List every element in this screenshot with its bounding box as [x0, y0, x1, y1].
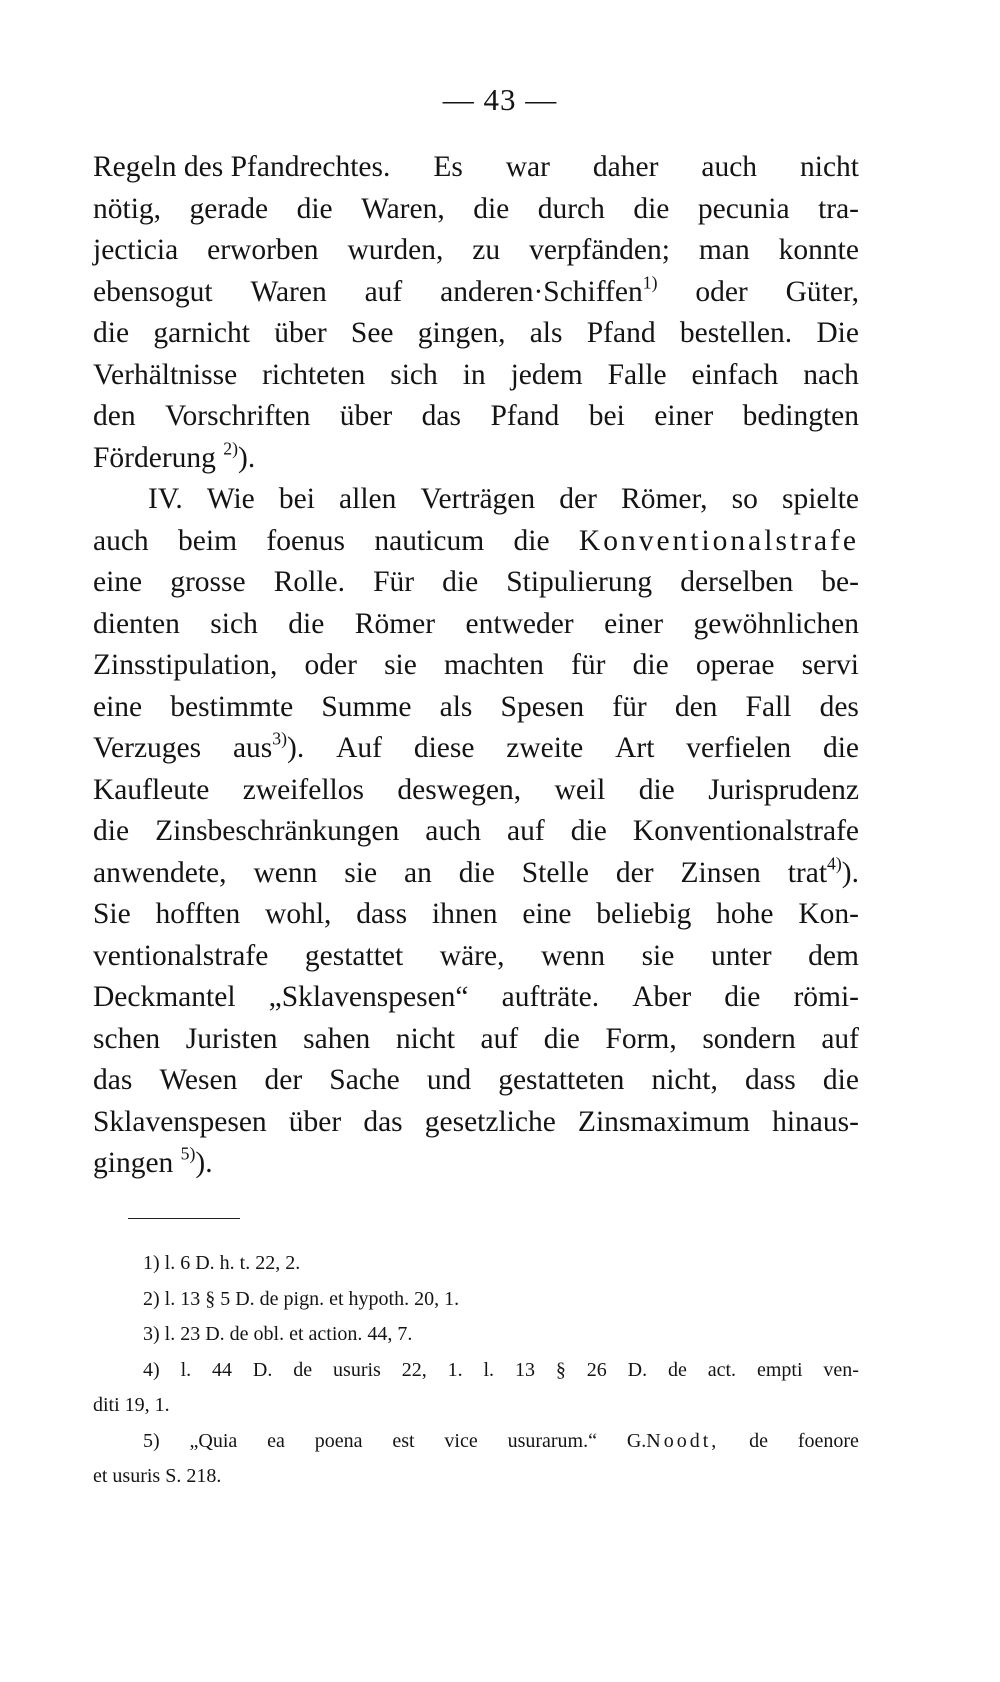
word: verpfänden;	[529, 234, 670, 266]
word: über	[339, 400, 393, 432]
word: die	[638, 773, 675, 806]
word: die	[93, 815, 130, 847]
word: 22,	[401, 1358, 427, 1381]
word: die	[822, 1064, 859, 1096]
word: ea	[267, 1429, 285, 1452]
footnote-mark: 4)	[827, 853, 842, 874]
word: so	[731, 483, 758, 515]
word	[788, 853, 859, 895]
word: konnte	[778, 234, 859, 266]
word: hinaus-	[772, 1105, 859, 1138]
word: Verträgen	[420, 483, 536, 515]
word: garnicht	[153, 317, 250, 349]
word: römi-	[793, 981, 859, 1013]
word: der	[264, 1064, 303, 1096]
punctuation: ).	[841, 856, 859, 889]
text-line	[93, 977, 859, 1019]
word: nauticum	[374, 524, 485, 557]
word: Rolle.	[273, 566, 345, 598]
word: foenus	[266, 524, 346, 557]
text-line	[93, 1019, 859, 1061]
text-line	[93, 438, 859, 480]
word: allen	[339, 483, 397, 515]
word: Verzuges	[93, 732, 202, 764]
word: sahen	[303, 1022, 371, 1055]
word: auf	[364, 275, 403, 308]
word: §	[555, 1358, 566, 1381]
text-line	[93, 770, 859, 812]
word: „Sklavenspesen“	[268, 981, 469, 1013]
word: die	[822, 732, 859, 764]
word: Deckmantel	[93, 981, 236, 1013]
word: wäre,	[439, 939, 505, 972]
word: 26	[586, 1358, 607, 1381]
footnotes	[93, 1246, 859, 1495]
word: der	[615, 856, 654, 889]
word: Regeln des Pfandrechtes.	[93, 151, 391, 183]
word: zweite	[506, 732, 584, 764]
text-line	[93, 396, 859, 438]
word: beliebig	[596, 898, 692, 930]
word: Pfand	[586, 317, 656, 349]
word: Kaufleute	[93, 773, 210, 806]
word: nicht	[395, 1022, 455, 1055]
word: zu	[472, 234, 501, 266]
word: nach	[803, 358, 859, 391]
text-line	[93, 645, 859, 687]
text-line	[93, 479, 859, 521]
word: die	[570, 815, 607, 847]
word: tra-	[818, 192, 859, 225]
word: das	[363, 1105, 403, 1138]
punctuation: ).	[238, 441, 256, 474]
word: bestellen.	[679, 317, 793, 349]
text-line	[93, 230, 859, 272]
word: das	[93, 1064, 133, 1096]
word: nicht,	[651, 1064, 718, 1096]
word: de	[667, 1358, 687, 1381]
word: Zinsmaximum	[577, 1105, 750, 1138]
word: oder	[304, 649, 357, 681]
word: für	[612, 690, 647, 723]
word: sich	[210, 607, 258, 640]
word: derselben	[680, 566, 794, 598]
word: 13	[514, 1358, 535, 1381]
footnote-5-line-2: et usuris S. 218.	[93, 1465, 222, 1487]
word: über	[288, 1105, 342, 1138]
word: Sache	[329, 1064, 400, 1096]
word: die	[442, 566, 479, 598]
footnote-4-line-2: diti 19, 1.	[93, 1394, 170, 1416]
word: die	[473, 192, 510, 225]
word: dass	[356, 898, 408, 930]
word: auf	[480, 1022, 519, 1055]
word: bei	[278, 483, 315, 515]
word: Form,	[605, 1022, 677, 1055]
text-line	[93, 687, 859, 729]
word: Zinsen	[680, 856, 761, 889]
word: auch	[425, 815, 481, 847]
word: einfach	[691, 358, 779, 391]
footnote-4-line-1	[93, 1353, 859, 1389]
word: gingen,	[417, 317, 506, 349]
word: Wie	[206, 483, 255, 515]
word: Stelle	[521, 856, 589, 889]
word: usuris	[333, 1358, 381, 1381]
word: oder	[695, 275, 748, 308]
footnote-3: 3) l. 23 D. de obl. et action. 44, 7.	[143, 1323, 413, 1345]
word: hohe	[716, 898, 774, 930]
word	[233, 728, 304, 770]
footnote-mark: 3)	[272, 728, 288, 749]
word: Spesen	[500, 690, 585, 723]
word: wohl,	[265, 898, 332, 930]
word: empti	[756, 1358, 803, 1381]
word: einer	[654, 400, 714, 432]
text-line	[93, 811, 859, 853]
word: operae	[695, 649, 775, 681]
word: den	[93, 400, 136, 432]
word: die	[458, 856, 495, 889]
text-line	[93, 1060, 859, 1102]
word: wenn	[541, 939, 605, 972]
word: beim	[178, 524, 238, 557]
word: Summe	[321, 690, 412, 723]
word: Zinsstipulation,	[93, 649, 278, 681]
text-line	[93, 936, 859, 978]
text-line	[93, 189, 859, 231]
word: Waren	[250, 275, 327, 308]
footnote-divider	[128, 1218, 240, 1219]
word: eine	[522, 898, 572, 930]
word-text: Förderung	[93, 441, 216, 474]
word: an	[404, 856, 432, 889]
word: Zinsbeschränkungen	[155, 815, 400, 847]
text-line	[93, 521, 859, 563]
word: 4)	[143, 1358, 160, 1381]
word: in	[462, 358, 486, 391]
word: wurden,	[347, 234, 444, 266]
word: IV.	[148, 483, 183, 515]
word: poena	[314, 1429, 363, 1452]
word: D.	[252, 1358, 273, 1381]
word: eine	[93, 566, 143, 598]
text-line	[93, 604, 859, 646]
footnote-1: 1) l. 6 D. h. t. 22, 2.	[143, 1252, 301, 1274]
word: sondern	[702, 1022, 796, 1055]
word: entweder	[465, 607, 574, 640]
word: jecticia	[93, 234, 179, 266]
emphasized-term: Konventionalstrafe	[578, 524, 859, 557]
word: de	[293, 1358, 313, 1381]
word: Güter,	[785, 275, 859, 308]
page-number: — 43 —	[442, 82, 558, 117]
word: hofften	[155, 898, 241, 930]
word: spielte	[781, 483, 859, 515]
word: Waren,	[361, 192, 445, 225]
word: den	[674, 690, 718, 723]
footnote-5-line-1	[93, 1424, 859, 1460]
word-text: gingen	[93, 1147, 174, 1179]
word: gewöhnlichen	[693, 607, 859, 640]
word: durch	[537, 192, 605, 225]
word: Sie	[93, 898, 131, 930]
footnote-mark: 2)	[223, 438, 239, 459]
word: dem	[808, 939, 859, 972]
word: die	[296, 192, 333, 225]
word: ebensogut	[93, 275, 213, 308]
word: Aber	[632, 981, 692, 1013]
word: Jurisprudenz	[708, 773, 859, 806]
text-line	[93, 1143, 859, 1185]
author-name: Noodt,	[646, 1429, 720, 1452]
word: 5)	[143, 1429, 160, 1452]
word: machten	[444, 649, 544, 681]
word: schen	[93, 1022, 161, 1055]
word: deswegen,	[397, 773, 522, 806]
word: Falle	[607, 358, 667, 391]
word: l.	[180, 1358, 192, 1381]
word: zweifellos	[242, 773, 364, 806]
word: l.	[483, 1358, 495, 1381]
word: foenore	[797, 1429, 859, 1452]
word: das	[421, 400, 461, 432]
word: Für	[373, 566, 415, 598]
footnote-2: 2) l. 13 § 5 D. de pign. et hypoth. 20, 1.	[143, 1287, 460, 1310]
word: nicht	[800, 151, 859, 183]
word: Stipulierung	[506, 566, 653, 598]
word: act.	[707, 1358, 737, 1381]
word: auf	[507, 815, 545, 847]
word: usurarum.“	[507, 1429, 597, 1452]
word: dienten	[93, 607, 180, 640]
word: Kon-	[798, 898, 859, 930]
word: D.	[627, 1358, 648, 1381]
word: sie	[641, 939, 675, 972]
text-line	[93, 562, 859, 604]
word: 44	[212, 1358, 233, 1381]
word	[93, 438, 255, 480]
word: Verhältnisse	[93, 358, 238, 391]
word: dass	[744, 1064, 796, 1096]
word: des	[819, 690, 859, 723]
word: 1.	[447, 1358, 463, 1381]
word: die	[93, 317, 130, 349]
word: Römer	[354, 607, 436, 640]
word: jedem	[510, 358, 583, 391]
word: Konventionalstrafe	[632, 815, 859, 847]
word: bei	[588, 400, 625, 432]
word: servi	[801, 649, 859, 681]
text-line	[93, 894, 859, 936]
text-line	[93, 853, 859, 895]
word-text: trat	[787, 856, 828, 889]
word: anwendete,	[93, 856, 227, 889]
word: auch	[701, 151, 758, 183]
word: unter	[710, 939, 772, 972]
word: als	[439, 690, 473, 723]
word: Sklavenspesen	[93, 1105, 267, 1138]
word: est	[392, 1429, 415, 1452]
word: Auf	[336, 732, 382, 764]
word: verfielen	[686, 732, 792, 764]
word: „Quia	[189, 1429, 238, 1452]
word: sich	[390, 358, 438, 391]
word: gerade	[189, 192, 269, 225]
word: grosse	[170, 566, 246, 598]
word: sie	[344, 856, 378, 889]
word: der	[559, 483, 597, 515]
word: See	[350, 317, 394, 349]
word: als	[529, 317, 563, 349]
word: vice	[444, 1429, 478, 1452]
body-text	[93, 147, 859, 1185]
word: auf	[821, 1022, 859, 1055]
word: Juristen	[185, 1022, 278, 1055]
word	[440, 272, 657, 314]
word: man	[698, 234, 750, 266]
word: Pfand	[490, 400, 560, 432]
punctuation: ).	[287, 732, 305, 764]
word: ihnen	[431, 898, 498, 930]
word-text: aus	[232, 732, 273, 764]
word: nötig,	[93, 192, 162, 225]
word: gestatteten	[498, 1064, 625, 1096]
word: de	[749, 1429, 769, 1452]
text-line	[93, 147, 859, 189]
word: eine	[93, 690, 143, 723]
word: erworben	[207, 234, 319, 266]
word: war	[505, 151, 550, 183]
word: die	[724, 981, 761, 1013]
word: Fall	[745, 690, 792, 723]
word: sie	[384, 649, 417, 681]
word: wenn	[253, 856, 318, 889]
word	[627, 1424, 719, 1460]
word: Römer,	[621, 483, 708, 515]
word: pecunia	[697, 192, 790, 225]
word: auch	[93, 524, 149, 557]
word: bedingten	[742, 400, 859, 432]
word-text: G.	[626, 1429, 647, 1452]
text-line	[93, 272, 859, 314]
word	[93, 1143, 213, 1185]
word: weil	[554, 773, 606, 806]
word: Wesen	[159, 1064, 238, 1096]
word: diese	[413, 732, 475, 764]
word-text: anderen·Schiffen	[440, 275, 643, 308]
word: be-	[821, 566, 859, 598]
word: richteten	[262, 358, 366, 391]
word: über	[274, 317, 327, 349]
word: daher	[592, 151, 659, 183]
word: ventionalstrafe	[93, 939, 269, 972]
word: einer	[604, 607, 664, 640]
word: Die	[816, 317, 859, 349]
text-line	[93, 1102, 859, 1144]
word: aufträte.	[501, 981, 600, 1013]
text-line	[93, 355, 859, 397]
word: ven-	[823, 1358, 859, 1381]
word: gestattet	[304, 939, 404, 972]
word: die	[513, 524, 550, 557]
word: die	[632, 649, 669, 681]
word: die	[288, 607, 325, 640]
word: Es	[433, 151, 463, 183]
text-line	[93, 313, 859, 355]
word: Vorschriften	[165, 400, 311, 432]
footnote-mark: 5)	[180, 1143, 196, 1164]
punctuation: ).	[195, 1147, 213, 1179]
word: bestimmte	[170, 690, 294, 723]
word: für	[571, 649, 606, 681]
footnote-mark: 1)	[642, 272, 658, 293]
word: und	[426, 1064, 472, 1096]
word: gesetzliche	[424, 1105, 556, 1138]
word: die	[543, 1022, 580, 1055]
word: Art	[615, 732, 655, 764]
text-line	[93, 728, 859, 770]
word: die	[633, 192, 670, 225]
